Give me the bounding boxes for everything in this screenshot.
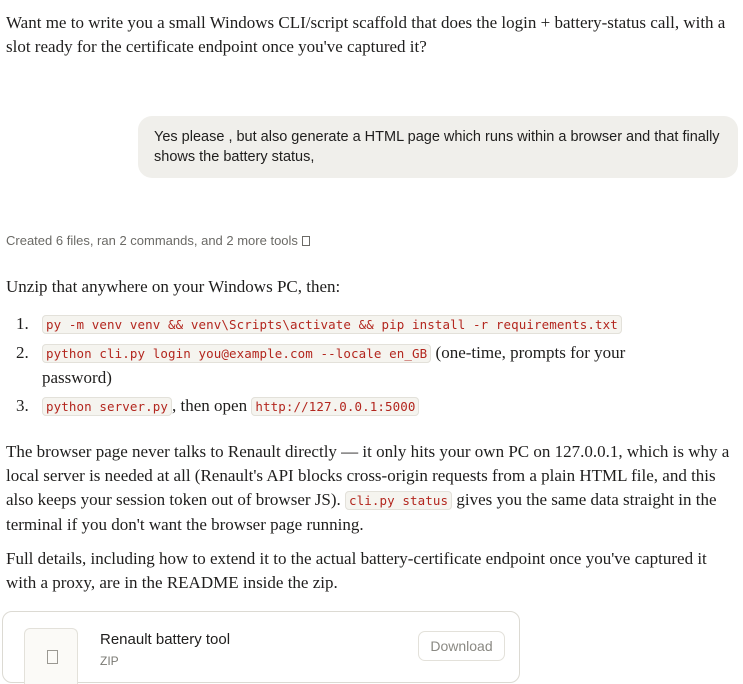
user-message-text: Yes please , but also generate a HTML page which runs within a browser and that finally shows the battery status, bbox=[154, 129, 720, 165]
list-item bbox=[6, 394, 696, 419]
explanation-paragraph bbox=[6, 440, 731, 537]
details-paragraph: Full details, including how to extend it to the actual battery-certificate endpoint once you've captured it with a proxy, are in the README inside the zip. bbox=[6, 549, 707, 592]
explanation-tail: gives you the same data straight in the terminal if you don't want the browser page running. bbox=[6, 490, 717, 534]
setup-steps-list bbox=[6, 312, 696, 423]
inline-code-url: http://127.0.0.1:5000 bbox=[251, 397, 419, 416]
list-item bbox=[6, 341, 696, 390]
file-type: ZIP bbox=[100, 654, 119, 668]
list-item bbox=[6, 312, 696, 337]
file-attachment-card[interactable] bbox=[2, 611, 520, 683]
inline-code: cli.py status bbox=[345, 491, 452, 510]
step-text: (one-time, prompts for your password) bbox=[42, 343, 626, 387]
download-button[interactable]: Download bbox=[418, 631, 505, 661]
inline-code: python cli.py login you@example.com --locale en_GB bbox=[42, 344, 431, 363]
step-text: , then open bbox=[172, 396, 252, 415]
step-number: 2. bbox=[16, 343, 29, 362]
user-message-bubble bbox=[138, 116, 738, 178]
tools-summary[interactable] bbox=[6, 232, 310, 250]
tools-summary-text: Created 6 files, ran 2 commands, and 2 more tools bbox=[6, 233, 298, 248]
step-number: 1. bbox=[16, 314, 29, 333]
file-icon bbox=[47, 650, 58, 664]
step-number: 3. bbox=[16, 396, 29, 415]
explanation-text: The browser page never talks to Renault directly — it only hits your own PC on 127.0.0.1, which is why a local server is needed at all (Renault's API blocks cross-origin requests from a plain HTML file, and this also keeps your session token out of browser JS). bbox=[6, 442, 730, 509]
unzip-instruction: Unzip that anywhere on your Windows PC, then: bbox=[6, 277, 341, 296]
inline-code: python server.py bbox=[42, 397, 172, 416]
chevron-right-icon[interactable] bbox=[302, 236, 310, 246]
file-name: Renault battery tool bbox=[100, 631, 231, 648]
inline-code: py -m venv venv && venv\Scripts\activate && pip install -r requirements.txt bbox=[42, 315, 622, 334]
assistant-intro-message: Want me to write you a small Windows CLI/script scaffold that does the login + battery-status call, with a slot ready for the certificate endpoint once you've captured it? bbox=[6, 13, 726, 56]
file-thumbnail bbox=[24, 628, 78, 684]
